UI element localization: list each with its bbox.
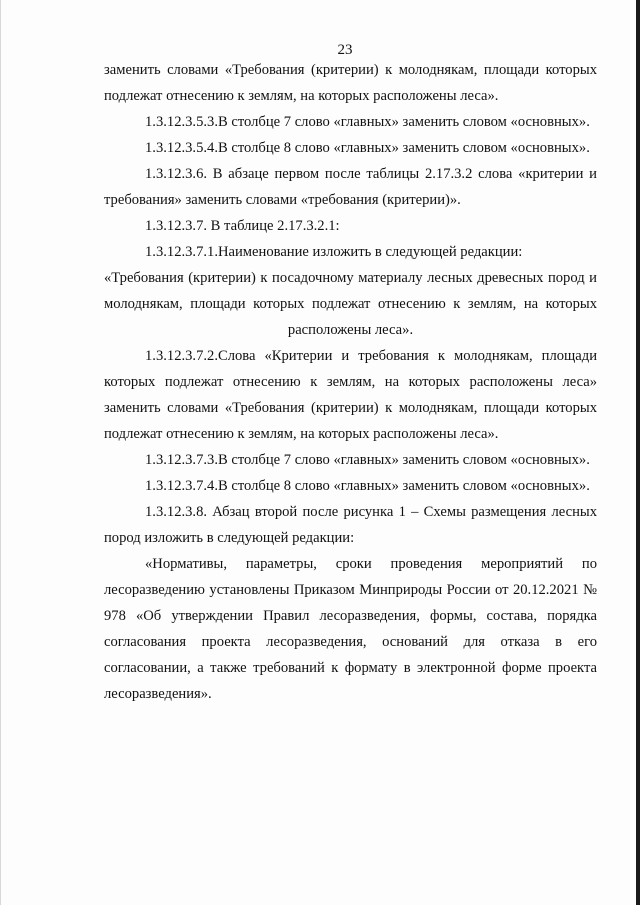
- paragraph-1-3-12-3-5-4: 1.3.12.3.5.4.В столбце 8 слово «главных» заменить словом «основных».: [145, 140, 590, 156]
- paragraph-1-3-12-3-8: 1.3.12.3.8. Абзац второй после рисунка 1 – Схемы размещения лесных пород изложить в следующей редакции:: [104, 504, 597, 546]
- quoted-table-title: «Требования (критерии) к посадочному материалу лесных древесных пород и молоднякам, площади которых подлежат отнесению к землям, на которых расположены леса».: [104, 270, 597, 338]
- document-body: [104, 57, 597, 707]
- paragraph-1-3-12-3-7-1: 1.3.12.3.7.1.Наименование изложить в следующей редакции:: [145, 244, 523, 260]
- paragraph-1-3-12-3-7: 1.3.12.3.7. В таблице 2.17.3.2.1:: [145, 218, 340, 234]
- paragraph-1-3-12-3-7-2: 1.3.12.3.7.2.Слова «Критерии и требования к молоднякам, площади которых подлежат отнесению к землям, на которых расположены леса» заменить словами «Требования (критерии) к молоднякам, площади которых подлежат отнесению к землям, на которых расположены леса».: [104, 348, 597, 442]
- paragraph-1-3-12-3-7-3: 1.3.12.3.7.3.В столбце 7 слово «главных» заменить словом «основных».: [145, 452, 590, 468]
- paragraph-1-3-12-3-7-4: 1.3.12.3.7.4.В столбце 8 слово «главных» заменить словом «основных».: [145, 478, 590, 494]
- page-number: 23: [337, 42, 353, 58]
- quoted-new-paragraph: «Нормативы, параметры, сроки проведения мероприятий по лесоразведению установлены Приказом Минприроды России от 20.12.2021 № 978 «Об утверждении Правил лесоразведения, формы, состава, порядка согласования проекта лесоразведения, оснований для отказа в его согласовании, а также требований к формату в электронной форме проекта лесоразведения».: [104, 556, 597, 702]
- scan-edge-shadow: [636, 0, 640, 905]
- paragraph-continuation: заменить словами «Требования (критерии) к молоднякам, площади которых подлежат отнесению к землям, на которых расположены леса».: [104, 62, 597, 104]
- paragraph-1-3-12-3-6: 1.3.12.3.6. В абзаце первом после таблицы 2.17.3.2 слова «критерии и требования» заменить словами «требования (критерии)».: [104, 166, 597, 208]
- paragraph-1-3-12-3-5-3: 1.3.12.3.5.3.В столбце 7 слово «главных» заменить словом «основных».: [145, 114, 590, 130]
- page-left-edge: [0, 0, 1, 905]
